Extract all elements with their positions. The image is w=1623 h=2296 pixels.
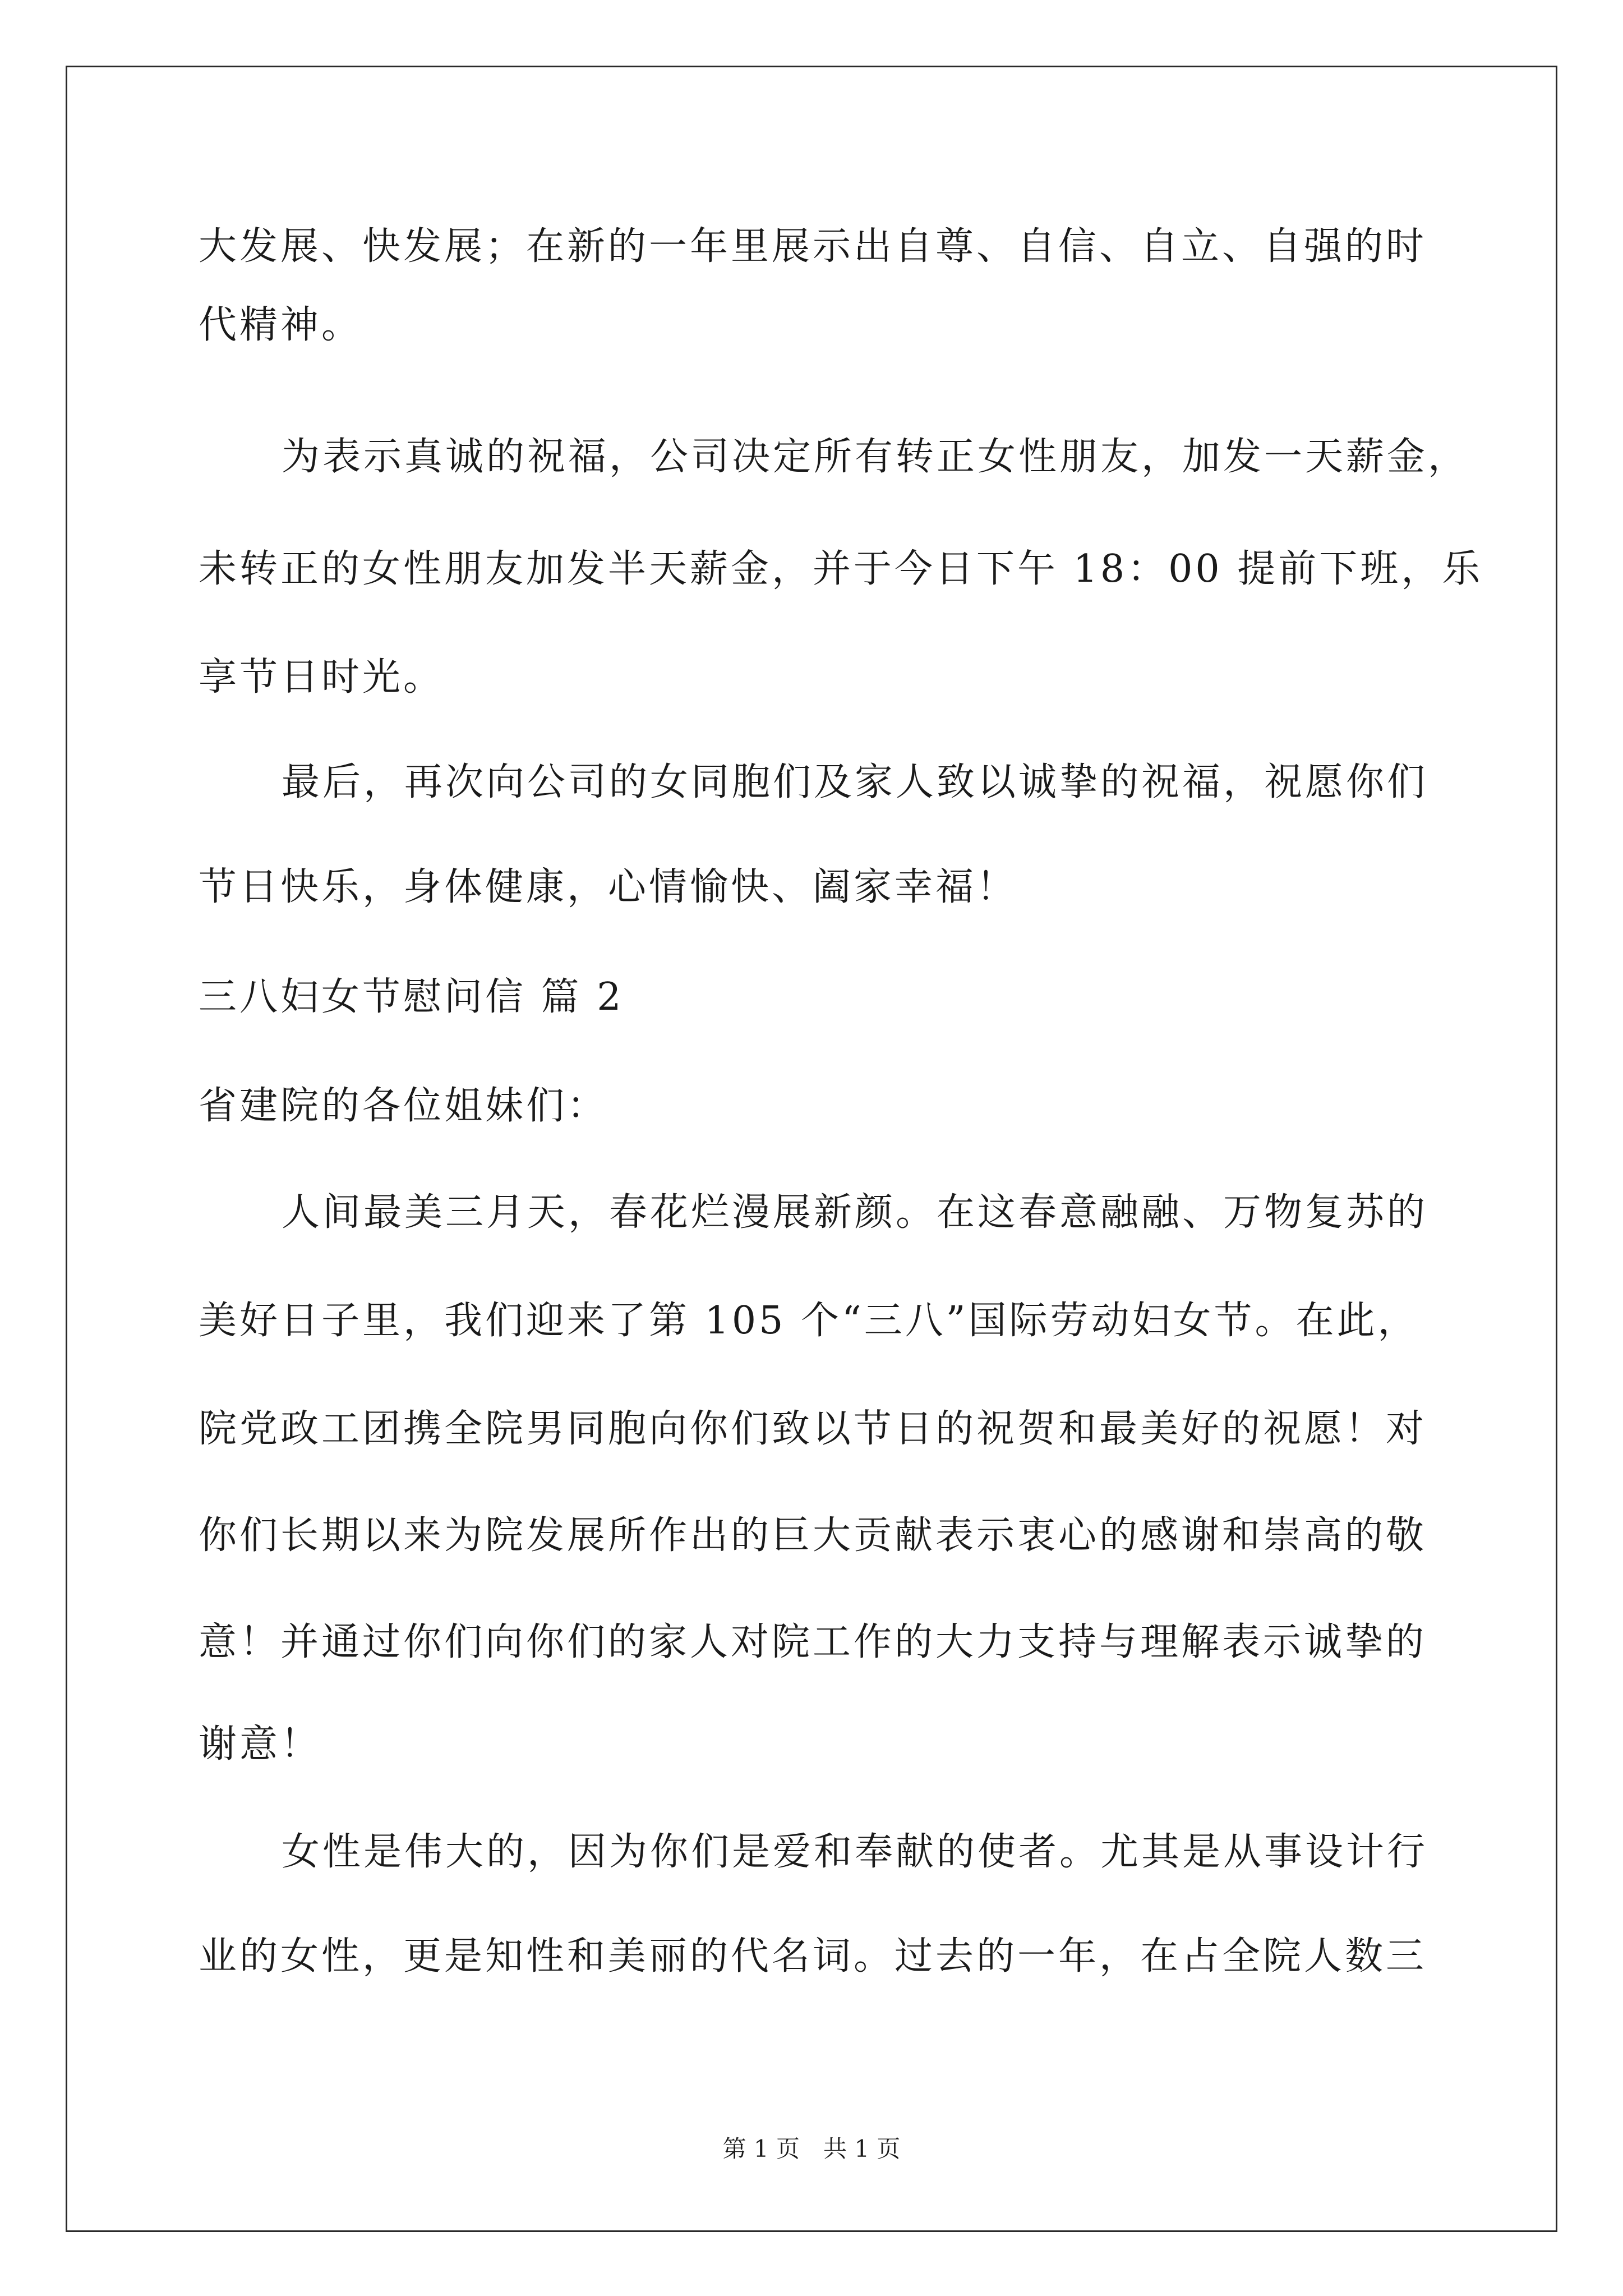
page-border [66,66,1557,2232]
paragraph-line: 意！并通过你们向你们的家人对院工作的大力支持与理解表示诚挚的 [199,1620,1427,1664]
paragraph-line: 你们长期以来为院发展所作出的巨大贡献表示衷心的感谢和崇高的敬 [199,1513,1427,1558]
section-heading: 三八妇女节慰问信 篇 2 [199,975,624,1019]
paragraph-line: 节日快乐，身体健康，心情愉快、阖家幸福！ [199,865,1018,909]
paragraph-line: 谢意！ [199,1722,322,1766]
paragraph-line: 业的女性，更是知性和美丽的代名词。过去的一年，在占全院人数三 [199,1934,1427,1978]
paragraph-line: 未转正的女性朋友加发半天薪金，并于今日下午 18：00 提前下班，乐 [199,547,1483,591]
paragraph-line: 代精神。 [199,303,363,347]
paragraph-line: 美好日子里，我们迎来了第 105 个“三八”国际劳动妇女节。在此， [199,1299,1419,1343]
paragraph-line: 享节日时光。 [199,655,445,700]
paragraph-line: 最后，再次向公司的女同胞们及家人致以诚挚的祝福，祝愿你们 [282,760,1428,804]
salutation: 省建院的各位姐妹们： [199,1084,608,1128]
paragraph-line: 女性是伟大的，因为你们是爱和奉献的使者。尤其是从事设计行 [282,1830,1428,1874]
paragraph-line: 大发展、快发展；在新的一年里展示出自尊、自信、自立、自强的时 [199,224,1427,269]
paragraph-line: 人间最美三月天，春花烂漫展新颜。在这春意融融、万物复苏的 [282,1190,1428,1235]
page-footer: 第 1 页 共 1 页 [722,2135,901,2162]
paragraph-line: 院党政工团携全院男同胞向你们致以节日的祝贺和最美好的祝愿！对 [199,1407,1427,1451]
paragraph-line: 为表示真诚的祝福，公司决定所有转正女性朋友，加发一天薪金， [282,435,1469,479]
